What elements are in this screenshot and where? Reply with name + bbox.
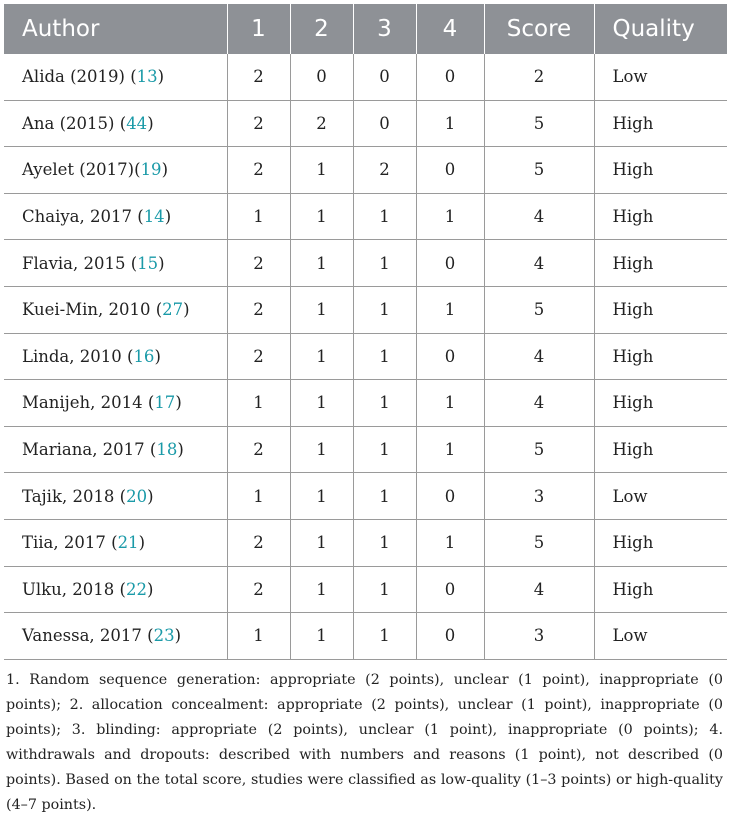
author-cell	[4, 426, 227, 473]
author-cell	[4, 519, 227, 566]
reference-link[interactable]: 15	[137, 253, 159, 273]
header-author: Author	[4, 4, 227, 54]
reference-close-paren: )	[183, 300, 190, 320]
reference-close-paren: )	[175, 393, 182, 413]
quality-cell: High	[594, 566, 727, 613]
reference-link[interactable]: 18	[156, 440, 178, 460]
criterion-2-cell: 1	[290, 147, 353, 194]
reference-link[interactable]: 22	[125, 579, 147, 599]
criterion-1-cell: 2	[227, 147, 290, 194]
score-cell: 4	[484, 193, 594, 240]
author-name: Vanessa, 2017 (	[22, 626, 154, 646]
quality-cell: High	[594, 100, 727, 147]
author-cell	[4, 473, 227, 520]
quality-cell: Low	[594, 473, 727, 520]
score-cell: 4	[484, 380, 594, 427]
reference-close-paren: )	[147, 113, 154, 133]
header-criterion-3: 3	[353, 4, 416, 54]
quality-cell: High	[594, 333, 727, 380]
criterion-1-cell: 1	[227, 380, 290, 427]
quality-cell: Low	[594, 54, 727, 100]
author-cell	[4, 240, 227, 287]
criterion-3-cell: 1	[353, 613, 416, 660]
score-cell: 5	[484, 286, 594, 333]
criterion-4-cell: 1	[416, 426, 484, 473]
reference-close-paren: )	[177, 440, 184, 460]
criterion-3-cell: 1	[353, 240, 416, 287]
quality-cell: Low	[594, 613, 727, 660]
criterion-2-cell: 0	[290, 54, 353, 100]
author-cell	[4, 380, 227, 427]
table-header	[4, 4, 727, 54]
author-name: Tiia, 2017 (	[22, 533, 118, 553]
reference-link[interactable]: 19	[140, 160, 162, 180]
criterion-2-cell: 1	[290, 240, 353, 287]
table-row	[4, 240, 727, 287]
table-row	[4, 566, 727, 613]
criterion-2-cell: 1	[290, 426, 353, 473]
quality-cell: High	[594, 147, 727, 194]
reference-close-paren: )	[138, 533, 145, 553]
header-score: Score	[484, 4, 594, 54]
reference-link[interactable]: 14	[143, 207, 165, 227]
reference-close-paren: )	[147, 486, 154, 506]
author-cell	[4, 613, 227, 660]
quality-assessment-container	[4, 4, 727, 832]
author-name: Mariana, 2017 (	[22, 440, 157, 460]
table-row	[4, 380, 727, 427]
reference-close-paren: )	[146, 579, 154, 599]
criterion-1-cell: 2	[227, 54, 290, 100]
table-row	[4, 613, 727, 660]
author-cell	[4, 193, 227, 240]
author-cell	[4, 566, 227, 613]
quality-cell: High	[594, 380, 727, 427]
criterion-4-cell: 1	[416, 100, 484, 147]
table-row	[4, 54, 727, 100]
reference-link[interactable]: 17	[154, 393, 176, 413]
reference-link[interactable]: 27	[162, 300, 184, 320]
criterion-3-cell: 1	[353, 519, 416, 566]
criterion-1-cell: 2	[227, 100, 290, 147]
header-criterion-2: 2	[290, 4, 353, 54]
criterion-4-cell: 0	[416, 566, 484, 613]
table-row	[4, 193, 727, 240]
author-name: Chaiya, 2017 (	[22, 207, 144, 227]
criterion-4-cell: 1	[416, 286, 484, 333]
reference-close-paren: )	[154, 346, 161, 366]
reference-link[interactable]: 16	[133, 346, 155, 366]
table-row	[4, 100, 727, 147]
criterion-2-cell: 1	[290, 193, 353, 240]
criterion-4-cell: 0	[416, 473, 484, 520]
criterion-2-cell: 1	[290, 286, 353, 333]
author-cell	[4, 333, 227, 380]
criterion-2-cell: 2	[290, 100, 353, 147]
criterion-3-cell: 1	[353, 473, 416, 520]
criterion-4-cell: 1	[416, 380, 484, 427]
criterion-3-cell: 1	[353, 380, 416, 427]
table-body	[4, 54, 727, 659]
criterion-2-cell: 1	[290, 519, 353, 566]
reference-link[interactable]: 44	[126, 113, 148, 133]
criterion-4-cell: 1	[416, 519, 484, 566]
table-row	[4, 426, 727, 473]
table-row	[4, 473, 727, 520]
score-cell: 5	[484, 519, 594, 566]
table-row	[4, 286, 727, 333]
header-quality: Quality	[594, 4, 727, 54]
criterion-4-cell: 0	[416, 613, 484, 660]
author-name: Manijeh, 2014 (	[22, 393, 155, 413]
reference-link[interactable]: 23	[153, 626, 175, 646]
header-criterion-1: 1	[227, 4, 290, 54]
criterion-3-cell: 1	[353, 566, 416, 613]
table-row	[4, 519, 727, 566]
criterion-2-cell: 1	[290, 613, 353, 660]
criterion-3-cell: 1	[353, 333, 416, 380]
author-name: Alida (2019) (	[22, 67, 137, 87]
author-cell	[4, 100, 227, 147]
criterion-4-cell: 0	[416, 333, 484, 380]
quality-cell: High	[594, 286, 727, 333]
criterion-3-cell: 2	[353, 147, 416, 194]
reference-close-paren: )	[158, 253, 165, 273]
criterion-3-cell: 1	[353, 426, 416, 473]
header-criterion-4: 4	[416, 4, 484, 54]
author-name: Tajik, 2018 (	[22, 486, 127, 506]
table-footnote: 1. Random sequence generation: appropriate (2 points), unclear (1 point), inappropriate (0 points); 2. allocation concealment: appropriate (2 points), unclear (1 point), inappropriate (0 points); 3. blinding: appropriate (2 points), unclear (1 point), inappropriate (0 points); 4. withdrawals and dropouts: described with numbers and reasons (1 point), not described (0 points). Based on the total score, studies were classified as low-quality (1–3 points) or high-quality (4–7 points).	[6, 671, 723, 813]
score-cell: 3	[484, 473, 594, 520]
reference-link[interactable]: 13	[136, 67, 158, 87]
quality-cell: High	[594, 426, 727, 473]
quality-cell: High	[594, 193, 727, 240]
criterion-1-cell: 2	[227, 286, 290, 333]
score-cell: 5	[484, 426, 594, 473]
quality-assessment-table	[4, 4, 727, 660]
criterion-1-cell: 2	[227, 519, 290, 566]
author-name: Linda, 2010 (	[22, 346, 134, 366]
table-row	[4, 333, 727, 380]
criterion-2-cell: 1	[290, 333, 353, 380]
score-cell: 5	[484, 147, 594, 194]
criterion-3-cell: 1	[353, 193, 416, 240]
reference-link[interactable]: 20	[126, 486, 148, 506]
score-cell: 4	[484, 333, 594, 380]
author-name: Ulku, 2018 (	[22, 579, 126, 599]
quality-cell: High	[594, 519, 727, 566]
score-cell: 5	[484, 100, 594, 147]
score-cell: 4	[484, 566, 594, 613]
criterion-4-cell: 0	[416, 54, 484, 100]
criterion-3-cell: 1	[353, 286, 416, 333]
criterion-4-cell: 0	[416, 240, 484, 287]
criterion-1-cell: 2	[227, 426, 290, 473]
criterion-1-cell: 1	[227, 613, 290, 660]
reference-close-paren: )	[164, 207, 172, 227]
table-row	[4, 147, 727, 194]
criterion-2-cell: 1	[290, 566, 353, 613]
reference-link[interactable]: 21	[117, 533, 139, 553]
reference-close-paren: )	[161, 160, 168, 180]
criterion-3-cell: 0	[353, 54, 416, 100]
criterion-2-cell: 1	[290, 380, 353, 427]
criterion-3-cell: 0	[353, 100, 416, 147]
author-cell	[4, 54, 227, 100]
reference-close-paren: )	[174, 626, 182, 646]
author-cell	[4, 286, 227, 333]
criterion-1-cell: 1	[227, 193, 290, 240]
criterion-1-cell: 1	[227, 473, 290, 520]
score-cell: 4	[484, 240, 594, 287]
score-cell: 3	[484, 613, 594, 660]
quality-cell: High	[594, 240, 727, 287]
author-name: Flavia, 2015 (	[22, 253, 138, 273]
criterion-1-cell: 2	[227, 240, 290, 287]
criterion-4-cell: 1	[416, 193, 484, 240]
author-name: Kuei-Min, 2010 (	[22, 300, 163, 320]
header-row	[4, 4, 727, 54]
author-cell	[4, 147, 227, 194]
criterion-1-cell: 2	[227, 566, 290, 613]
reference-close-paren: )	[157, 67, 165, 87]
author-name: Ayelet (2017)(	[22, 160, 141, 180]
criterion-4-cell: 0	[416, 147, 484, 194]
criterion-2-cell: 1	[290, 473, 353, 520]
author-name: Ana (2015) (	[22, 113, 127, 133]
score-cell: 2	[484, 54, 594, 100]
criterion-1-cell: 2	[227, 333, 290, 380]
